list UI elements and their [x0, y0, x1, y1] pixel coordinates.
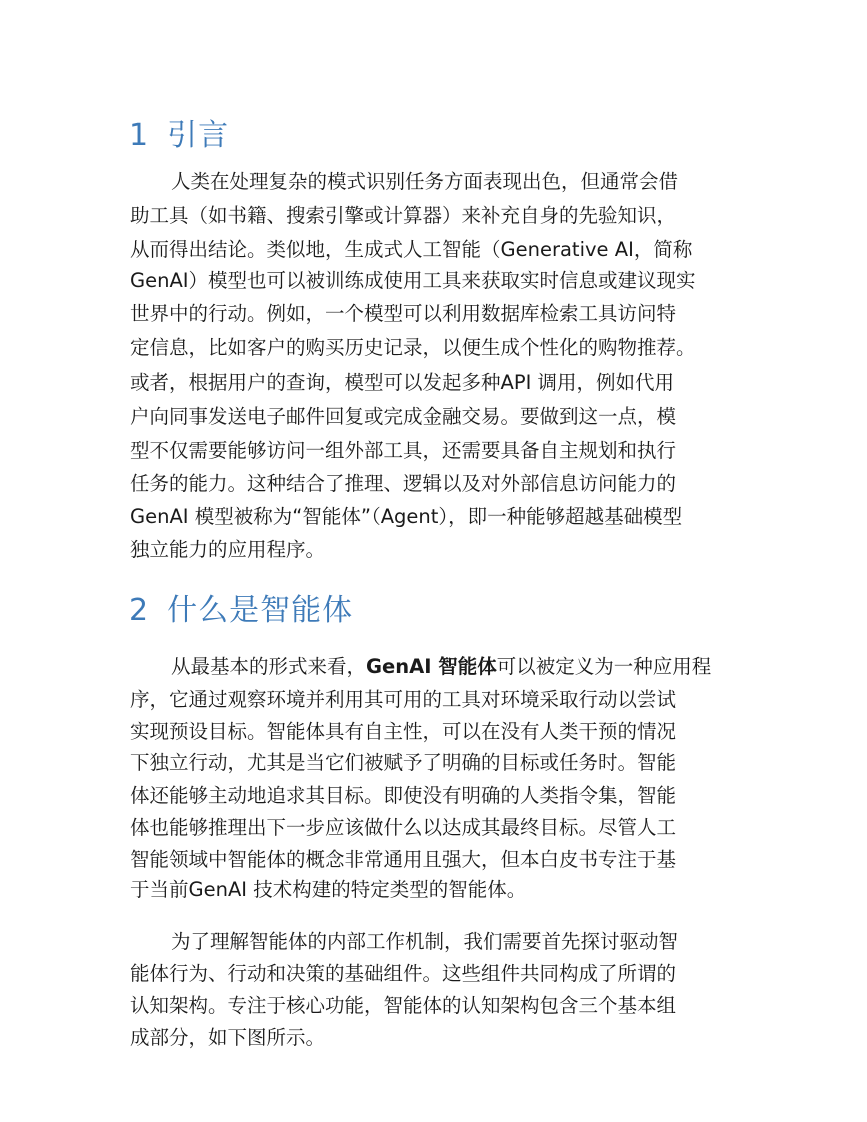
- paragraph-line: 能体行为、行动和决策的基础组件。这些组件共同构成了所谓的: [130, 962, 677, 985]
- paragraph-line: 助工具（如书籍、搜索引擎或计算器）来补充自身的先验知识，: [130, 204, 677, 227]
- paragraph-line: GenAI）模型也可以被训练成使用工具来获取实时信息或建议现实: [130, 269, 696, 292]
- section-1-heading: [129, 110, 229, 154]
- paragraph-line: 认知架构。专注于核心功能，智能体的认知架构包含三个基本组: [130, 994, 677, 1017]
- paragraph-line: 于当前GenAI 技术构建的特定类型的智能体。: [130, 878, 527, 901]
- section-2-heading: [129, 585, 353, 629]
- paragraph-line: 户向同事发送电子邮件回复或完成金融交易。要做到这一点，模: [130, 405, 677, 428]
- paragraph-line: 下独立行动，尤其是当它们被赋予了明确的目标或任务时。智能: [130, 751, 677, 774]
- paragraph-line: 独立能力的应用程序。: [130, 538, 326, 561]
- paragraph-line: 或者，根据用户的查询，模型可以发起多种API 调用，例如代用: [130, 371, 675, 394]
- paragraph-line: 体也能够推理出下一步应该做什么以达成其最终目标。尽管人工: [130, 816, 677, 839]
- paragraph-line: 实现预设目标。智能体具有自主性，可以在没有人类干预的情况: [130, 720, 677, 743]
- paragraph-line: 定信息，比如客户的购买历史记录，以便生成个性化的购物推荐。: [130, 336, 696, 359]
- paragraph-line: 成部分，如下图所示。: [130, 1026, 326, 1049]
- text-run: 可以被定义为一种应用程: [496, 655, 712, 678]
- bold-term: GenAI 智能体: [366, 655, 497, 678]
- paragraph-line: GenAI 模型被称为“智能体”（Agent），即一种能够超越基础模型: [130, 505, 683, 528]
- paragraph-line: 序，它通过观察环境并利用其可用的工具对环境采取行动以尝试: [130, 688, 677, 711]
- paragraph-line: 从而得出结论。类似地，生成式人工智能（Generative AI，简称: [130, 238, 693, 261]
- paragraph-line: [171, 655, 711, 679]
- paragraph-line: 智能领域中智能体的概念非常通用且强大，但本白皮书专注于基: [130, 848, 677, 871]
- paragraph-line: 任务的能力。这种结合了推理、逻辑以及对外部信息访问能力的: [130, 472, 677, 495]
- text-run: 从最基本的形式来看，: [171, 655, 367, 678]
- section-1-number: 1: [129, 118, 150, 153]
- section-1-title: 引言: [167, 118, 230, 153]
- paragraph-line: 为了理解智能体的内部工作机制，我们需要首先探讨驱动智: [171, 930, 679, 953]
- paragraph-line: 体还能够主动地追求其目标。即使没有明确的人类指令集，智能: [130, 784, 677, 807]
- paragraph-line: 人类在处理复杂的模式识别任务方面表现出色，但通常会借: [171, 170, 679, 193]
- section-2-number: 2: [129, 593, 150, 628]
- section-2-title: 什么是智能体: [167, 593, 354, 628]
- paragraph-line: 世界中的行动。例如，一个模型可以利用数据库检索工具访问特: [130, 302, 677, 325]
- paragraph-line: 型不仅需要能够访问一组外部工具，还需要具备自主规划和执行: [130, 439, 677, 462]
